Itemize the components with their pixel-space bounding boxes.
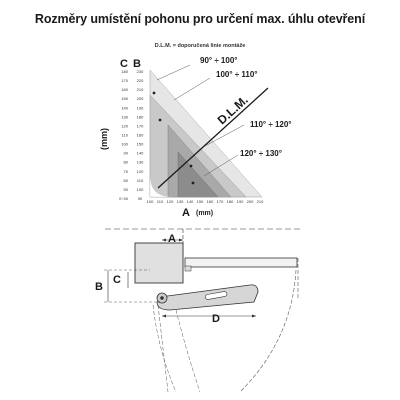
c-tick-11: 70 <box>123 168 128 174</box>
zone-label-90-100: 90° ÷ 100° <box>200 56 238 65</box>
installation-drawing <box>95 229 300 392</box>
page-title: Rozměry umístění pohonu pro určení max. úhlu otevření <box>34 12 366 26</box>
axis-b-header: B <box>133 58 141 70</box>
b-tick-7: 160 <box>136 132 144 138</box>
dim-a-label: A <box>168 233 176 245</box>
zone-dot-4 <box>192 182 195 185</box>
c-tick-5: 130 <box>121 114 128 120</box>
zone-dot-1 <box>153 92 156 95</box>
a-tick-4: 140 <box>186 199 194 204</box>
b-tick-1: 220 <box>136 78 144 84</box>
b-tick-10: 130 <box>136 159 144 165</box>
c-tick-10: 80 <box>123 159 128 165</box>
b-tick-6: 170 <box>136 123 144 129</box>
b-tick-14: 90 <box>137 196 143 201</box>
zone-dot-3 <box>190 165 193 168</box>
x-unit: (mm) <box>196 210 214 217</box>
b-tick-3: 200 <box>136 96 144 102</box>
c-tick-9: 90 <box>123 150 128 156</box>
motor-box <box>135 243 183 283</box>
c-tick-14: 0÷40 <box>119 196 128 201</box>
b-tick-5: 180 <box>136 114 144 120</box>
b-tick-2: 210 <box>136 87 144 93</box>
a-tick-6: 160 <box>206 199 214 204</box>
zone-label-120-130: 120° ÷ 130° <box>240 149 282 158</box>
a-tick-labels <box>147 199 264 204</box>
dim-c-label: C <box>113 274 121 286</box>
angle-chart <box>99 43 292 219</box>
b-tick-8: 150 <box>136 141 144 147</box>
a-tick-5: 150 <box>196 199 204 204</box>
axis-a-letter: A <box>182 207 190 219</box>
a-tick-10: 200 <box>246 199 254 204</box>
b-tick-11: 120 <box>136 168 144 174</box>
dlm-label: D.L.M. <box>214 92 251 128</box>
zone-dot-2 <box>159 119 162 122</box>
b-tick-9: 140 <box>136 150 144 156</box>
c-tick-6: 120 <box>121 123 128 129</box>
zone-label-110-120: 110° ÷ 120° <box>250 120 292 129</box>
c-tick-1: 170 <box>121 78 128 84</box>
b-tick-4: 190 <box>136 105 144 111</box>
a-tick-2: 120 <box>166 199 174 204</box>
c-tick-4: 140 <box>121 105 128 111</box>
dlm-legend: D.L.M. = doporučená linie montáže <box>154 43 246 49</box>
a-tick-0: 100 <box>146 199 154 204</box>
c-tick-3: 150 <box>121 96 128 102</box>
b-tick-0: 230 <box>136 69 144 74</box>
door-plate <box>185 258 297 267</box>
c-tick-2: 160 <box>121 87 128 93</box>
b-tick-labels <box>137 69 144 201</box>
a-tick-11: 210 <box>256 199 264 204</box>
a-tick-7: 170 <box>216 199 224 204</box>
a-tick-3: 130 <box>176 199 184 204</box>
c-tick-12: 60 <box>123 177 128 183</box>
b-tick-12: 110 <box>136 177 144 183</box>
c-tick-8: 100 <box>121 141 128 147</box>
a-tick-1: 110 <box>156 199 164 204</box>
dim-d-label: D <box>212 313 220 325</box>
b-tick-13: 100 <box>136 186 144 192</box>
dim-b-label: B <box>95 281 103 293</box>
zone-label-100-110: 100° ÷ 110° <box>216 70 258 79</box>
a-tick-8: 180 <box>226 199 234 204</box>
c-tick-0: 180 <box>121 69 128 74</box>
a-tick-9: 190 <box>236 199 244 204</box>
axis-c-header: C <box>120 58 128 70</box>
c-tick-7: 110 <box>121 132 128 138</box>
y-unit: (mm) <box>99 128 109 150</box>
c-tick-labels <box>119 69 129 201</box>
c-tick-13: 50 <box>123 186 128 192</box>
